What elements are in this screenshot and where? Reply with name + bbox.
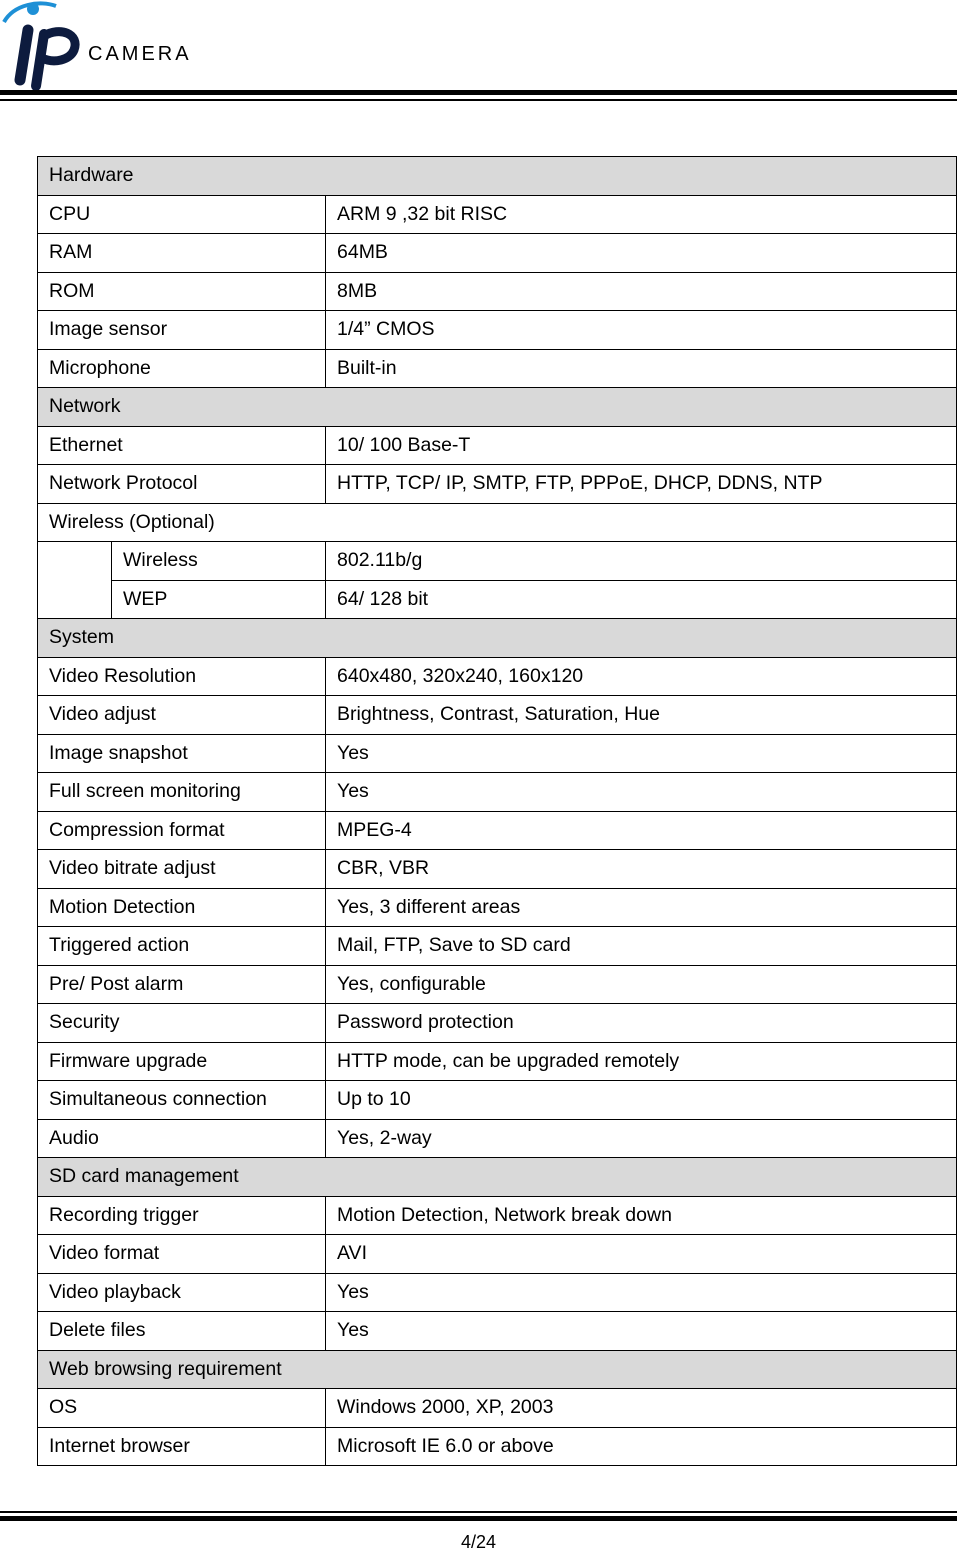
spec-value: ARM 9 ,32 bit RISC <box>326 195 957 234</box>
wireless-indent-cell <box>38 542 112 619</box>
spec-value: HTTP mode, can be upgraded remotely <box>326 1042 957 1081</box>
spec-value: Yes, 2-way <box>326 1119 957 1158</box>
spec-value: Brightness, Contrast, Saturation, Hue <box>326 696 957 735</box>
spec-label: Microphone <box>38 349 326 388</box>
spec-label: Simultaneous connection <box>38 1081 326 1120</box>
spec-value: AVI <box>326 1235 957 1274</box>
table-row <box>38 1312 957 1351</box>
table-row <box>38 272 957 311</box>
spec-value: Yes <box>326 773 957 812</box>
table-row <box>38 349 957 388</box>
section-row <box>38 619 957 658</box>
table-row <box>38 888 957 927</box>
spec-value: CBR, VBR <box>326 850 957 889</box>
spec-label: ROM <box>38 272 326 311</box>
table-row <box>38 734 957 773</box>
section-row <box>38 388 957 427</box>
table-row <box>38 195 957 234</box>
spec-label: Audio <box>38 1119 326 1158</box>
spec-label: Video bitrate adjust <box>38 850 326 889</box>
spec-value: Yes, configurable <box>326 965 957 1004</box>
spec-label: Image snapshot <box>38 734 326 773</box>
spec-value: 8MB <box>326 272 957 311</box>
spec-label: Triggered action <box>38 927 326 966</box>
section-network: Network <box>38 388 957 427</box>
spec-value: Built-in <box>326 349 957 388</box>
spec-label: Delete files <box>38 1312 326 1351</box>
section-sd-card: SD card management <box>38 1158 957 1197</box>
spec-value: 1/4” CMOS <box>326 311 957 350</box>
spec-label: Recording trigger <box>38 1196 326 1235</box>
table-row <box>38 811 957 850</box>
spec-label: Security <box>38 1004 326 1043</box>
spec-label: Video playback <box>38 1273 326 1312</box>
table-row <box>38 234 957 273</box>
header-rule-thick <box>0 90 957 95</box>
footer-rule-thick <box>0 1516 957 1521</box>
spec-value: HTTP, TCP/ IP, SMTP, FTP, PPPoE, DHCP, DDNS, NTP <box>326 465 957 504</box>
section-row <box>38 157 957 196</box>
spec-value: Yes <box>326 1312 957 1351</box>
spec-label: CPU <box>38 195 326 234</box>
spec-value: Password protection <box>326 1004 957 1043</box>
spec-label: Firmware upgrade <box>38 1042 326 1081</box>
table-row <box>38 426 957 465</box>
spec-table <box>37 156 957 1466</box>
spec-value: Yes, 3 different areas <box>326 888 957 927</box>
table-row <box>38 1196 957 1235</box>
table-row <box>38 1427 957 1466</box>
spec-value: MPEG-4 <box>326 811 957 850</box>
table-row <box>38 1119 957 1158</box>
section-hardware: Hardware <box>38 157 957 196</box>
section-row <box>38 1158 957 1197</box>
spec-value: Up to 10 <box>326 1081 957 1120</box>
table-row <box>38 542 957 581</box>
spec-label: WEP <box>112 580 326 619</box>
spec-value: 640x480, 320x240, 160x120 <box>326 657 957 696</box>
ip-logo-icon <box>0 0 90 92</box>
table-row <box>38 927 957 966</box>
table-row <box>38 465 957 504</box>
spec-label: RAM <box>38 234 326 273</box>
logo-wordmark: CAMERA <box>88 43 192 65</box>
table-row <box>38 965 957 1004</box>
spec-label: Motion Detection <box>38 888 326 927</box>
spec-label: Compression format <box>38 811 326 850</box>
spec-label: Image sensor <box>38 311 326 350</box>
spec-label: Wireless <box>112 542 326 581</box>
spec-value: Yes <box>326 1273 957 1312</box>
spec-label: OS <box>38 1389 326 1428</box>
table-row <box>38 773 957 812</box>
spec-label: Video Resolution <box>38 657 326 696</box>
spec-value: Mail, FTP, Save to SD card <box>326 927 957 966</box>
table-row <box>38 1004 957 1043</box>
table-row <box>38 503 957 542</box>
page-number: 4/24 <box>460 1532 497 1552</box>
spec-value: 802.11b/g <box>326 542 957 581</box>
spec-label: Video format <box>38 1235 326 1274</box>
table-row <box>38 1042 957 1081</box>
wireless-optional-label: Wireless (Optional) <box>38 503 957 542</box>
table-row <box>38 580 957 619</box>
table-row <box>38 1389 957 1428</box>
table-row <box>38 696 957 735</box>
table-row <box>38 850 957 889</box>
section-system: System <box>38 619 957 658</box>
ip-camera-logo <box>0 0 280 92</box>
spec-value: 10/ 100 Base-T <box>326 426 957 465</box>
spec-value: Windows 2000, XP, 2003 <box>326 1389 957 1428</box>
spec-value: Yes <box>326 734 957 773</box>
spec-label: Full screen monitoring <box>38 773 326 812</box>
footer-rule-thin <box>0 1511 957 1513</box>
table-row <box>38 1273 957 1312</box>
spec-value: Motion Detection, Network break down <box>326 1196 957 1235</box>
table-row <box>38 657 957 696</box>
header-rule-thin <box>0 99 957 101</box>
spec-label: Ethernet <box>38 426 326 465</box>
spec-value: Microsoft IE 6.0 or above <box>326 1427 957 1466</box>
section-row <box>38 1350 957 1389</box>
spec-label: Video adjust <box>38 696 326 735</box>
spec-value: 64/ 128 bit <box>326 580 957 619</box>
spec-label: Pre/ Post alarm <box>38 965 326 1004</box>
table-row <box>38 1081 957 1120</box>
spec-label: Network Protocol <box>38 465 326 504</box>
section-web-browsing: Web browsing requirement <box>38 1350 957 1389</box>
table-row <box>38 311 957 350</box>
spec-label: Internet browser <box>38 1427 326 1466</box>
table-row <box>38 1235 957 1274</box>
spec-value: 64MB <box>326 234 957 273</box>
